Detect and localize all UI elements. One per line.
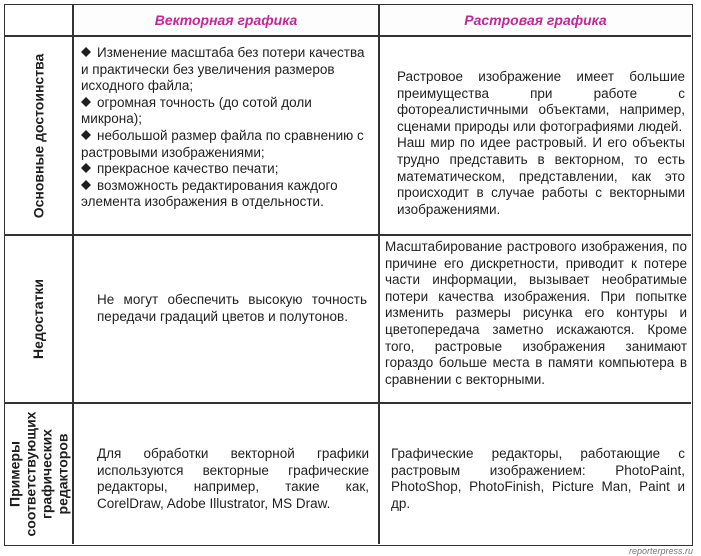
diamond-icon xyxy=(81,47,91,57)
comparison-table xyxy=(4,4,693,546)
list-item-text: небольшой размер файла по сравнению с растровыми изображениями; xyxy=(81,127,364,160)
row-label-text: Основные достоинства xyxy=(30,53,47,218)
column-divider-2 xyxy=(378,5,380,544)
list-item-text: возможность редактирования каждого элемента изображения в отдельности. xyxy=(81,177,338,210)
list-item-text: огромная точность (до сотой доли микрона); xyxy=(81,94,312,127)
diamond-icon xyxy=(81,180,91,190)
raster-disadvantages: Масштабирование растрового изображения, по причине его дискретности, приводит к потере части информации, вызывает необратимые потери качества изображения. При попытке изменить размеры рисунка его контуры и цветопередача заметно искажаются. Кроме того, растровые изображения занимают гораздо больше места в памяти компьютера в сравнении с векторными. xyxy=(385,239,687,387)
row-label-examples xyxy=(5,404,72,544)
diamond-icon xyxy=(81,97,91,107)
row-label-line: Примеры xyxy=(6,441,23,507)
watermark: reporterpress.ru xyxy=(628,546,693,556)
row-label-text: Недостатки xyxy=(30,278,47,360)
header-vector: Векторная графика xyxy=(74,5,378,35)
raster-advantages xyxy=(397,69,685,218)
row-label-disadvantages xyxy=(5,236,72,402)
list-item-text: Изменение масштаба без потери качества и практически без увеличения размеров исходного файла; xyxy=(81,45,365,94)
list-item xyxy=(81,161,371,178)
vector-examples: Для обработки векторной графики используются векторные графические редакторы, например, такие как, CorelDraw, Adobe Illustrator, MS Draw. xyxy=(97,446,369,511)
row-label-line: графических xyxy=(38,429,55,519)
diamond-icon xyxy=(81,163,91,173)
raster-examples: Графические редакторы, работающие с растровым изображением: PhotoPaint, PhotoShop, PhotoFinish, Picture Man, Paint и др. xyxy=(391,446,685,511)
row-divider-header xyxy=(5,35,691,37)
list-item xyxy=(81,95,371,128)
list-item xyxy=(81,178,371,211)
row-divider-1 xyxy=(5,234,691,236)
vector-advantages xyxy=(81,45,371,211)
column-divider-1 xyxy=(72,5,74,544)
row-divider-2 xyxy=(5,402,691,404)
header-raster: Растровая графика xyxy=(380,5,691,35)
list-item xyxy=(81,128,371,161)
diamond-icon xyxy=(81,130,91,140)
row-label-advantages xyxy=(5,37,72,234)
vector-disadvantages: Не могут обеспечить высокую точность передачи градаций цветов и полутонов. xyxy=(97,292,367,324)
paragraph: Растровое изображение имеет большие преимущества при работе с фотореалистичными объектами, например, сценами природы или фотографиями людей. xyxy=(397,69,685,134)
list-item xyxy=(81,45,371,95)
paragraph: Наш мир по идее растровый. И его объекты трудно представить в векторном, то есть математическом, представлении, как это происходит в случае работы с векторными изображениями. xyxy=(397,135,685,217)
header-corner xyxy=(5,5,72,35)
row-label-line: редакторов xyxy=(54,433,71,515)
list-item-text: прекрасное качество печати; xyxy=(97,161,279,177)
row-label-line: соответствующих xyxy=(22,411,39,537)
